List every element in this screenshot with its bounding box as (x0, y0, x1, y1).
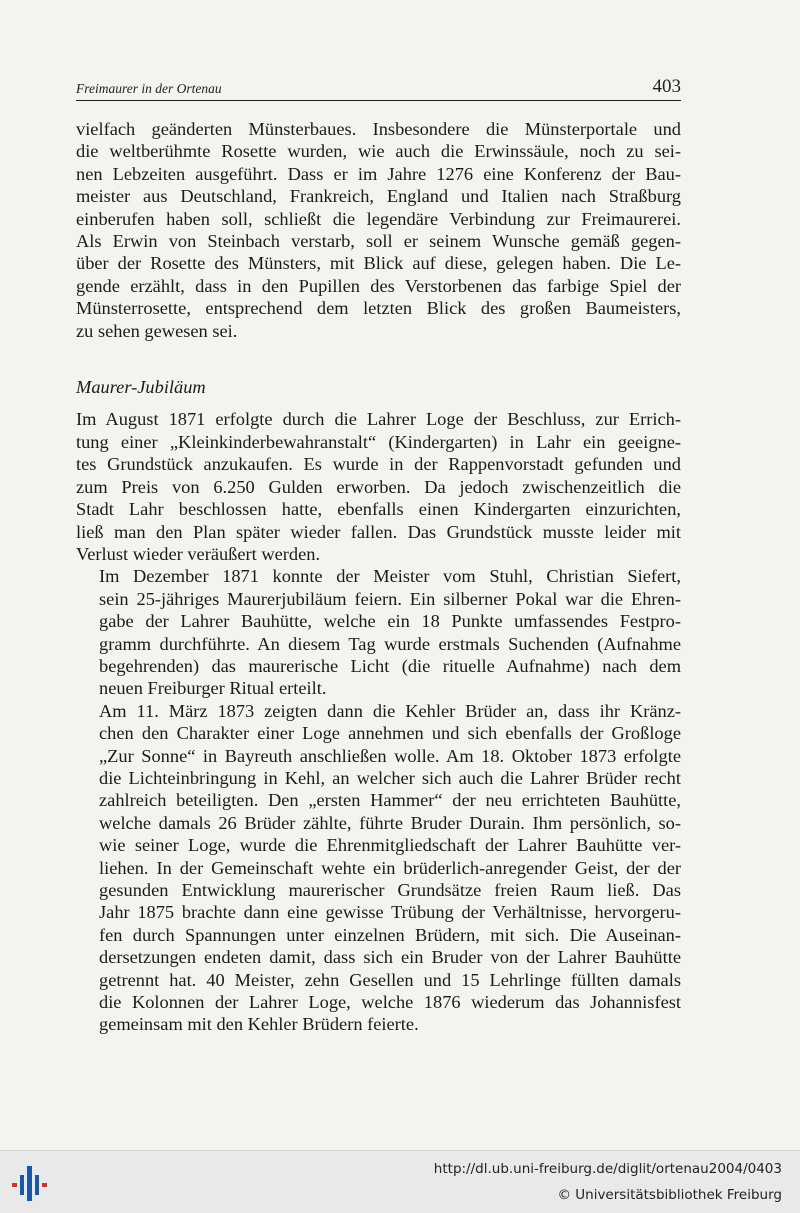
text-line: Im August 1871 erfolgte durch die Lahrer Loge der Beschluss, zur Errich- (76, 409, 681, 430)
text-line: ließ man den Plan später wieder fallen. Das Grundstück musste leider mit (76, 521, 681, 542)
text-line: zahlreich beteiligten. Den „ersten Hammer“ der neu errichteten Bauhütte, (99, 790, 681, 811)
paragraph-2 (76, 408, 681, 565)
paragraph-3 (76, 565, 681, 699)
text-line: Jahr 1875 brachte dann eine gewisse Trübung der Verhältnisse, hervorgeru- (99, 902, 681, 923)
text-line: Im Dezember 1871 konnte der Meister vom Stuhl, Christian Siefert, (99, 566, 681, 587)
source-url-link[interactable]: http://dl.ub.uni-freiburg.de/diglit/ortenau2004/0403 (433, 1161, 782, 1177)
text-line: dersetzungen endeten damit, dass sich ein Bruder von der Lahrer Bauhütte (99, 947, 681, 968)
text-line: über der Rosette des Münsters, mit Blick auf diese, gelegen haben. Die Le- (76, 253, 681, 274)
text-line: zu sehen gewesen sei. (76, 320, 238, 341)
text-line: Münsterrosette, entsprechend dem letzten Blick des großen Baumeisters, (76, 298, 681, 319)
text-line: Als Erwin von Steinbach verstarb, soll er seinem Wunsche gemäß gegen- (76, 231, 681, 252)
text-line: Am 11. März 1873 zeigten dann die Kehler Brüder an, dass ihr Kränz- (99, 700, 681, 721)
section-heading: Maurer-Jubiläum (76, 377, 206, 398)
footer-bar (0, 1150, 800, 1213)
text-line: nen Lebzeiten ausgeführt. Dass er im Jahre 1276 eine Konferenz der Bau- (76, 163, 681, 184)
copyright-notice: © Universitätsbibliothek Freiburg (557, 1187, 782, 1203)
text-line: begehrenden) das maurerische Licht (die rituelle Aufnahme) nach dem (99, 655, 681, 676)
body-text (76, 118, 681, 1036)
page-header (76, 72, 681, 101)
running-title: Freimaurer in der Ortenau (76, 81, 222, 96)
page-number: 403 (652, 76, 681, 97)
text-line: getrennt hat. 40 Meister, zehn Gesellen und 15 Lehrlinge füllten damals (99, 969, 681, 990)
text-line: wie seiner Loge, wurde die Ehrenmitgliedschaft der Lahrer Bauhütte ver- (99, 835, 681, 856)
text-line: neuen Freiburger Ritual erteilt. (99, 678, 327, 699)
text-line: welche damals 26 Brüder zählte, führte Bruder Durain. Ihm persönlich, so- (99, 812, 681, 833)
paragraph-1 (76, 118, 681, 342)
text-line: sein 25-jähriges Maurerjubiläum feiern. Ein silberner Pokal war die Ehren- (99, 588, 681, 609)
text-line: einberufen haben soll, schließt die legendäre Verbindung zur Freimaurerei. (76, 208, 681, 229)
text-line: liehen. In der Gemeinschaft wehte ein brüderlich-anregender Geist, der der (99, 857, 681, 878)
text-line: Stadt Lahr beschlossen hatte, ebenfalls einen Kindergarten einzurichten, (76, 499, 681, 520)
text-line: vielfach geänderten Münsterbaues. Insbesondere die Münsterportale und (76, 119, 681, 139)
text-line: gabe der Lahrer Bauhütte, welche ein 18 Punkte umfassendes Festpro- (99, 611, 681, 632)
text-line: tes Grundstück anzukaufen. Es wurde in der Rappenvorstadt gefunden und (76, 454, 681, 475)
text-line: gramm durchführte. An diesem Tag wurde erstmals Suchenden (Aufnahme (99, 633, 681, 654)
text-line: „Zur Sonne“ in Bayreuth anschließen wolle. Am 18. Oktober 1873 erfolgte (99, 745, 681, 766)
text-line: die weltberühmte Rosette wurden, wie auch die Erwinssäule, noch zu sei- (76, 141, 681, 162)
text-line: die Lichteinbringung in Kehl, an welcher sich auch die Lahrer Brüder recht (99, 767, 681, 788)
text-line: gende erzählt, dass in den Pupillen des Verstorbenen das farbige Spiel der (76, 275, 681, 296)
text-line: gemeinsam mit den Kehler Brüdern feierte. (99, 1014, 419, 1035)
text-line: chen den Charakter einer Loge annehmen und sich ebenfalls der Großloge (99, 723, 681, 744)
text-line: meister aus Deutschland, Frankreich, England und Italien nach Straßburg (76, 186, 681, 207)
text-line: fen durch Spannungen unter einzelnen Brüdern, mit sich. Die Auseinan- (99, 924, 681, 945)
text-line: zum Preis von 6.250 Gulden erworben. Da jedoch zwischenzeitlich die (76, 476, 681, 497)
text-line: Verlust wieder veräußert werden. (76, 543, 321, 564)
text-line: tung einer „Kleinkinderbewahranstalt“ (Kindergarten) in Lahr ein geeigne- (76, 431, 681, 452)
text-line: gesunden Entwicklung maurerischer Grundsätze freien Raum ließ. Das (99, 880, 681, 900)
ub-freiburg-logo-icon (10, 1163, 54, 1203)
text-line: die Kolonnen der Lahrer Loge, welche 1876 wiederum das Johannisfest (99, 992, 681, 1013)
paragraph-4 (76, 700, 681, 1036)
